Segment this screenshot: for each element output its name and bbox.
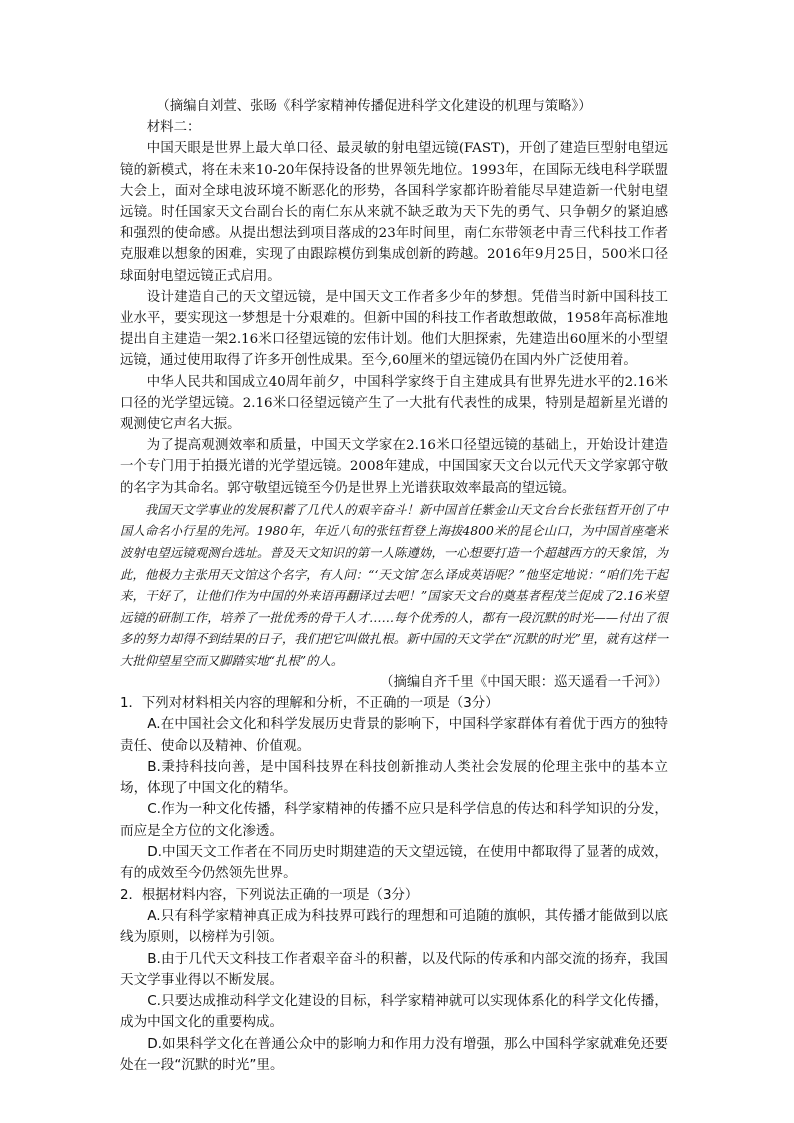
option-d: D.如果科学文化在普通公众中的影响力和作用力没有增强，那么中国科学家就难免还要处在一段“沉默的时光”里。 [120,1035,668,1074]
source-citation-1: （摘编自刘萱、张旸《科学家精神传播促进科学文化建设的机理与策略》） [156,99,592,114]
question-2 [120,885,668,1077]
paragraph: 中国天眼是世界上最大单口径、最灵敏的射电望远镜(FAST)，开创了建造巨型射电望远镜的新模式，将在未来10-20年保持设备的世界领先地位。1993年，在国际无线电科学联盟大会上，面对全球电波环境不断恶化的形势，各国科学家都许盼着能尽早建造新一代射电望远镜。时任国家天文台副台长的南仁东从来就不缺乏敢为天下先的勇气、只争朝夕的紧迫感和强烈的使命感。从提出想法到项目落成的23年时间里，南仁东带领老中青三代科技工作者克服难以想象的困难，实现了由跟踪模仿到集成创新的跨越。2016年9月25日，500米口径球面射电望远镜正式启用。 [120,141,668,284]
material-label: 材料二： [146,120,201,136]
question-stem: 2．根据材料内容，下列说法正确的一项是（3分） [120,887,419,903]
question-1 [120,693,668,885]
paragraph: 为了提高观测效率和质量，中国天文学家在2.16米口径望远镜的基础上，开始设计建造一个专门用于拍摄光谱的光学望远镜。2008年建成，中国国家天文台以元代天文学家郭守敬的名字为其命名。郭守敬望远镜至今仍是世界上光谱获取效率最高的望远镜。 [120,438,668,496]
option-b: B.秉持科技向善，是中国科技界在科技创新推动人类社会发展的伦理主张中的基本立场，体现了中国文化的精华。 [120,758,668,797]
paragraph: 我国天文学事业的发展积蓄了几代人的艰辛奋斗！新中国首任紫金山天文台台长张钰哲开创了中国人命名小行星的先河。1980年，年近八旬的张钰哲登上海拔4800米的昆仑山口，为中国首座毫米波射电望远镜观测台选址。普及天文知识的第一人陈遵妫，一心想要打造一个超越西方的天象馆，为此，他极力主张用天文馆这个名字，有人问：“‘天文馆’怎么译成英语呢？”他坚定地说：“咱们先干起来，干好了，让他们作为中国的外来语再翻译过去吧！”国家天文台的奠基者程茂兰促成了2.16米望远镜的研制工作，培养了一批优秀的骨干人才……每个优秀的人，都有一段沉默的时光——付出了很多的努力却得不到结果的日子，我们把它叫做扎根。新中国的天文学在“沉默的时光”里，就有这样一大批仰望星空而又脚踏实地“扎根”的人。 [120,501,668,669]
paragraph: 设计建造自己的天文望远镜，是中国天文工作者多少年的梦想。凭借当时新中国科技工业水平，要实现这一梦想是十分艰难的。但新中国的科技工作者敢想敢做，1958年高标准地提出自主建造一架2.16米口径望远镜的宏伟计划。他们大胆探索，先建造出60厘米的小型望远镜，通过使用取得了许多开创性成果。至今,60厘米的望远镜仍在国内外广泛使用着。 [120,289,668,369]
option-c: C.作为一种文化传播，科学家精神的传播不应只是科学信息的传达和科学知识的分发，而应是全方位的文化渗透。 [120,801,668,839]
paragraph: 中华人民共和国成立40周年前夕，中国科学家终于自主建成具有世界先进水平的2.16米口径的光学望远镜。2.16米口径望远镜产生了一大批有代表性的成果，特别是超新星光谱的观测使它声名大振。 [120,374,668,433]
option-c: C.只要达成推动科学文化建设的目标，科学家精神就可以实现体系化的科学文化传播，成为中国文化的重要构成。 [120,993,668,1031]
document-page [120,96,668,1076]
option-a: A.在中国社会文化和科学发展历史背景的影响下，中国科学家群体有着优于西方的独特责任、使命以及精神、价值观。 [120,716,668,754]
option-a: A.只有科学家精神真正成为科技界可践行的理想和可追随的旗帜，其传播才能做到以底线为原则，以榜样为引领。 [120,908,668,946]
question-stem: 1．下列对材料相关内容的理解和分析，不正确的一项是（3分） [120,695,499,711]
option-b: B.由于几代天文科技工作者艰辛奋斗的积蓄，以及代际的传承和内部交流的扬弃，我国天文学事业得以不断发展。 [120,950,668,988]
option-d: D.中国天文工作者在不同历史时期建造的天文望远镜，在使用中都取得了显著的成效，有的成效至今仍然领先世界。 [120,844,668,882]
source-citation-2: （摘编自齐千里《中国天眼：巡天遥看一千河》） [380,674,668,690]
